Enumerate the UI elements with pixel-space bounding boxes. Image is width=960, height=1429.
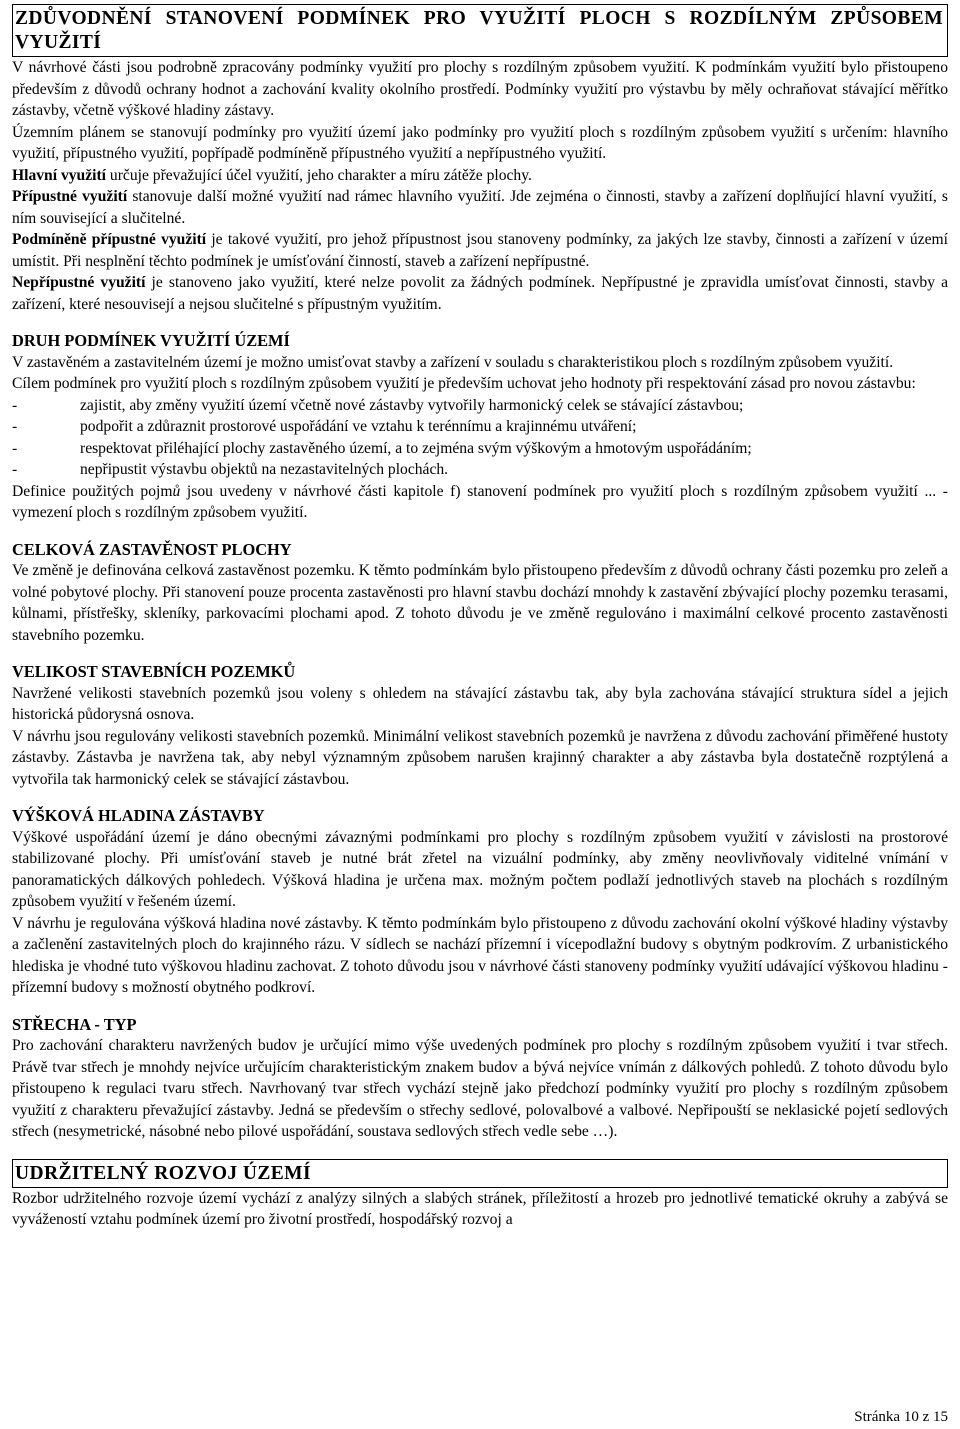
heading-vyskova: VÝŠKOVÁ HLADINA ZÁSTAVBY (12, 806, 265, 825)
def-text-c-italic: ů (819, 482, 828, 500)
section-strecha (12, 1014, 948, 1143)
def-text-b-italic: č (358, 482, 366, 500)
def-text-e: sobem využití. (215, 504, 308, 521)
intro-paragraph-3 (12, 165, 948, 187)
section-banner-title: UDRŽITELNÝ ROZVOJ ÚZEMÍ (15, 1162, 311, 1184)
list-item (12, 416, 948, 438)
def-text-a: Definice použitých pojm (12, 482, 173, 500)
term-hlavni-text: určuje převažující účel využití, jeho charakter a míru zátěže plochy. (106, 166, 532, 184)
strecha-paragraph-1: Pro zachování charakteru navržených budov je určující mimo výše uvedených podmínek pro plochy s rozdílným způsobem využití i tvar střech. Právě tvar střech je mnohdy nejvíce určujícím charakteristickým znakem budov a bývá nejvíce vnímán z dálkových pohledů. Z tohoto důvodu bylo přistoupeno k regulaci tvaru střech. Navrhovaný tvar střech vychází stejně jako předchozí podmínky využití pro plochy s rozdílným způsobem využití z charakteru převažující zástavby. Jedná se především o střechy sedlové, polovalbové a valbové. Nepřipouští se neklasické pojetí sedlových střech (nesymetrické, násobné nebo pilové uspořádání, soustava sedlových střech vedle sebe …). (12, 1037, 948, 1140)
dash-marker: - (12, 418, 18, 435)
vyskova-paragraph-1: Výškové uspořádání území je dáno obecnými závaznými podmínkami pro plochy s rozdílným způsobem využití v závislosti na prostorové stabilizované plochy. Při umísťování staveb je nutné brát zřetel na vizuální podmínky, aby změny neovlivňovaly viditelné vnímání v panoramatických dálkových pohledech. Výšková hladina je určena max. možným počtem podlaží jednotlivých staveb na plochách s rozdílným způsobem využití v řešeném území. (12, 828, 948, 910)
list-item (12, 395, 948, 417)
list-item-text: respektovat přiléhající plochy zastavěného území, a to zejména svým výškovým a hmotovým uspořádáním; (80, 439, 752, 457)
list-item-text: zajistit, aby změny využití území včetně nové zástavby vytvořily harmonický celek se stávající zástavbou; (80, 396, 744, 414)
def-text-d: sobem využití ... - vymezení ploch s rozdílným zp (12, 482, 948, 521)
druh-definition-paragraph (12, 481, 948, 524)
dash-marker: - (12, 396, 18, 414)
velikost-paragraph-1: Navržené velikosti stavebních pozemků jsou voleny s ohledem na stávající zástavbu tak, aby byla zachována stávající struktura sídel a jejich historická půdorysná osnova. (12, 684, 948, 723)
def-text-d-italic: ů (207, 504, 216, 521)
druh-paragraph-1: V zastavěném a zastavitelném území je možno umisťovat stavby a zařízení v souladu s charakteristikou ploch s rozdílným způsobem využití. (12, 353, 894, 371)
term-nepripustne-text: je stanoveno jako využití, které nelze povolit za žádných podmínek. Nepřípustné je zpravidla umísťovat činnosti, stavby a zařízení, které nesouvisejí a nejsou slučitelné s přípustným využitím. (12, 274, 948, 313)
heading-velikost: VELIKOST STAVEBNÍCH POZEMKŮ (12, 662, 296, 681)
term-pripustne: Přípustné využití (12, 188, 128, 205)
section-banner-udrzitelny (12, 1159, 948, 1188)
list-item-text: podpořit a zdůraznit prostorové uspořádání ve vztahu k terénnímu a krajinnému utváření; (80, 418, 637, 435)
intro-paragraph-5 (12, 229, 948, 272)
section-celkova (12, 539, 948, 647)
page-number: Stránka 10 z 15 (854, 1409, 948, 1425)
term-hlavni: Hlavní využití (12, 166, 107, 184)
heading-strecha: STŘECHA - TYP (12, 1014, 137, 1034)
intro-paragraph-1: V návrhové části jsou podrobně zpracovány podmínky využití pro plochy s rozdílným způsobem využití. K podmínkám využití bylo přistoupeno především z důvodů ochrany hodnot a zachování kvality okolního prostředí. Podmínky využití pro výstavbu by měly ochraňovat stávající měřítko zástavby, včetně výškové hladiny zástavy. (12, 59, 948, 119)
intro-paragraph-6 (12, 272, 948, 315)
vyskova-paragraph-2: V návrhu je regulována výšková hladina nové zástavby. K těmto podmínkám bylo přistoupeno z důvodu zachování okolní výškové hladiny výstavby a začlenění zastavitelných ploch do krajinného rázu. V sídlech se nachází přízemní i vícepodlažní budovy s obytným podkrovím. Z urbanistického hlediska je vhodné tuto výškovou hladinu zachovat. Z tohoto důvodu jsou v návrhové části stanoveny podmínky využití udávající výškovou hladinu - přízemní budovy s možností obytného podkroví. (12, 914, 948, 996)
celkova-paragraph-1: Ve změně je definována celková zastavěnost pozemku. K těmto podmínkám bylo přistoupeno především z důvodů ochrany části pozemku pro zeleň a volné pobytové plochy. Při stanovení pouze procenta zastavěnosti pro hlavní stavbu dochází mnohdy k zastavění zbývající plochy pozemku terasami, kůlnami, přístřešky, skleníky, parkovacími plochami apod. Z tohoto důvodu je ve změně regulováno i maximální celkové procento zastavěnosti stavebního pozemku. (12, 562, 948, 644)
def-text-b: jsou uvedeny v návrhové (180, 482, 359, 500)
velikost-paragraph-2: V návrhu jsou regulovány velikosti stavebních pozemků. Minimální velikost stavebních pozemků je navržena z důvodu zachování přiměřené hustoty zástavby. Zástavba je navržena tak, aby nebyl významným způsobem narušen krajinný charakter a aby zástavba byla dostatečně rozptýlená a vytvořila tak harmonický celek se stávající zástavbou. (12, 727, 948, 788)
intro-paragraph-2: Územním plánem se stanovují podmínky pro využití území jako podmínky pro využití ploch s rozdílným způsobem využití s určením: hlavního využití, přípustného využití, popřípadě podmíněně přípustného využití a nepřípustného využití. (12, 123, 948, 162)
section-title-banner (12, 4, 948, 57)
term-nepripustne: Nepřípustné využití (12, 274, 146, 291)
heading-celkova: CELKOVÁ ZASTAVĚNOST PLOCHY (12, 539, 292, 559)
section-title: ZDŮVODNĚNÍ STANOVENÍ PODMÍNEK PRO VYUŽITÍ PLOCH S ROZDÍLNÝM ZPŮSOBEM VYUŽITÍ (15, 8, 943, 53)
udrzitelny-paragraph-1: Rozbor udržitelného rozvoje území vychází z analýzy silných a slabých stránek, příležitostí a hrozeb pro jednotlivé tematické okruhy a zabývá se vyvážeností vztahu podmínek území pro životní prostředí, hospodářský rozvoj a (12, 1189, 948, 1228)
heading-druh: DRUH PODMÍNEK VYUŽITÍ ÚZEMÍ (12, 331, 290, 350)
list-item (12, 459, 948, 481)
list-item (12, 438, 948, 460)
udrzitelny-body (12, 1188, 948, 1231)
druh-list (12, 395, 948, 481)
section-vyskova (12, 805, 948, 999)
list-item-text: nepřipustit výstavbu objektů na nezastavitelných plochách. (80, 461, 449, 478)
intro-section (12, 57, 948, 315)
dash-marker: - (12, 461, 18, 478)
document-body (12, 57, 948, 1143)
section-velikost (12, 661, 948, 790)
def-text-a-italic: ů (172, 482, 181, 500)
section-druh (12, 330, 948, 524)
dash-marker: - (12, 439, 18, 457)
document-page (0, 4, 960, 1429)
term-podminene: Podmíněně přípustné využití (12, 231, 207, 248)
druh-paragraph-2: Cílem podmínek pro využití ploch s rozdílným způsobem využití je především uchovat jeho hodnoty při respektování zásad pro novou zástavbu: (12, 375, 916, 392)
intro-paragraph-4 (12, 186, 948, 229)
def-text-c: ásti kapitole f) stanovení podmínek pro využití ploch s rozdílným zp (365, 482, 820, 500)
term-podminene-text: je takové využití, pro jehož přípustnost jsou stanoveny podmínky, za jakých lze stavby, činnosti a zařízení v území umístit. Při nesplnění těchto podmínek je umísťování činností, staveb a zařízení nepřípustné. (12, 231, 948, 270)
term-pripustne-text: stanovuje další možné využití nad rámec hlavního využití. Jde zejména o činnosti, stavby a zařízení doplňující hlavní využití, s ním související a slučitelné. (12, 188, 948, 227)
